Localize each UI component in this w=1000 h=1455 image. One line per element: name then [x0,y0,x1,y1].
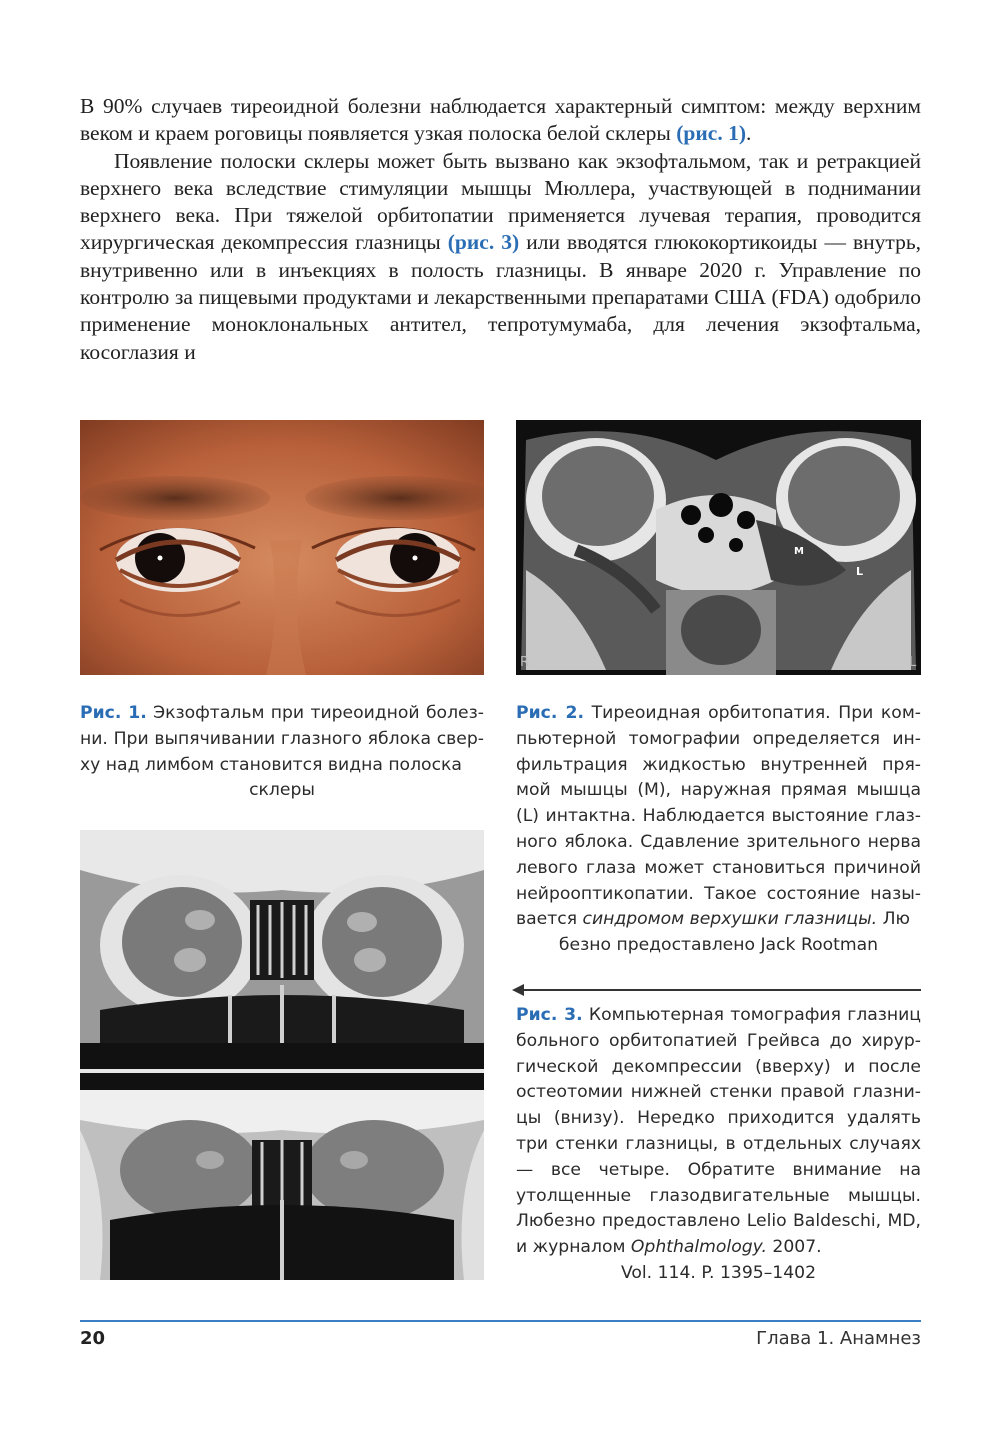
paragraph-1-text: В 90% случаев тиреоидной болезни наблюдается характерный симптом: между верхним веком и краем роговицы появляется узкая полоска белой склеры [80,94,921,146]
paragraph-2-text-a: Появление полоски склеры может быть вызвано как экзофтальмом, так и ретракцией верхнего века вследствие стимуляции мышцы Мюллера, участвующей в поднимании верхнего века. При тяжелой орбитопатии применяется лучевая терапия, проводится хирургическая декомпрессия глазницы [80,148,921,255]
figure-1-caption-text: Экзофтальм при тиреоидной болезни. При выпячивании глазного яблока сверху над лимбом становится видна полоска [80,703,484,775]
footer-rule [80,1320,921,1322]
arrow-line [516,989,921,991]
page-number: 20 [80,1328,106,1349]
figure-2-caption-last-line: безно предоставлено Jack Rootman [558,935,879,956]
body-text [80,93,921,366]
paragraph-2-text-b: или вводятся глюкокортикоиды — внутрь, внутривенно или в инъекциях в полость глазницы. В январе 2020 г. Управление по контролю за пищевыми продуктами и лекарственными препаратами США (FDA) одобрило применение моноклональных антител, тепротумумаба, для лечения экзофтальма, косоглазия и [80,230,921,364]
figure-ref-1[interactable]: (рис. 1) [676,121,746,146]
paragraph-2 [80,148,921,366]
figure-3-caption [516,1003,921,1287]
figure-2-caption-after: Лю [877,909,910,930]
figure-3-label: Рис. 3. [516,1005,583,1025]
figure-3-caption-last-line: Vol. 114. P. 1395–1402 [620,1262,817,1283]
ct-marker-m: M [794,546,804,557]
paragraph-1 [80,93,921,148]
figure-ref-3[interactable]: (рис. 3) [447,230,520,255]
ct-corner-r: R [520,655,530,670]
figure-2-caption-italic: синдромом верхушки глазницы. [582,909,878,930]
figure-3-ct-scan [80,830,484,1280]
arrow-left-icon [512,984,524,996]
figure-2-caption-text: Тиреоидная орбитопатия. При компьютерной томографии определяется инфильтрация жидкостью внутренней прямой мышцы (M), наружная прямая мышца (L) интактна. Наблюдается выстояние глазного яблока. Сдавление зрительного нерва левого глаза может становиться причиной нейрооптикопатии. Такое состояние называется [516,703,921,930]
figure-3-caption-italic: Ophthalmology. [630,1237,767,1258]
running-head: Глава 1. Анамнез [756,1328,921,1349]
ct-marker-l: L [856,565,864,578]
figure-3-caption-after: 2007. [766,1237,822,1258]
figure-2-ct-scan [516,420,921,675]
figure-1-caption [80,701,484,804]
figure-1-photo [80,420,484,675]
figure-2-label: Рис. 2. [516,703,585,723]
ct-corner-l: L [909,655,917,670]
figure-1-caption-last-line: склеры [249,780,315,801]
figure-1-label: Рис. 1. [80,703,147,723]
figure-2-caption [516,701,921,959]
paragraph-1-end: . [745,121,752,146]
figure-3-caption-text: Компьютерная томография глазниц больного орбитопатией Грейвса до хирургической декомпрессии (вверху) и после остеотомии нижней стенки правой глазницы (внизу). Нередко приходится удалять три стенки глазницы, в отдельных случаях — все четыре. Обратите внимание на утолщенные глазодвигательные мышцы. Любезно предоставлено Lelio Baldeschi, MD, и журналом [516,1005,921,1258]
